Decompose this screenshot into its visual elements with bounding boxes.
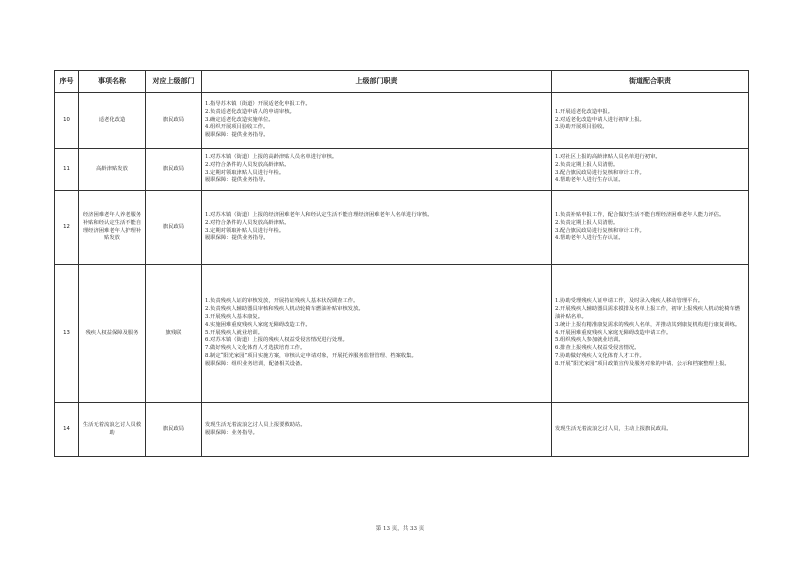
duty-line: 3.开展残疾人基本康复。 <box>205 314 264 320</box>
row-number: 12 <box>55 191 79 265</box>
duty-line: 1.负责残疾人证的审核发放，开展持证残疾人基本状况调查工作。 <box>205 298 359 305</box>
department: 旗民政局 <box>146 191 202 265</box>
superior-duties <box>202 191 552 265</box>
subdistrict-duties <box>552 265 749 403</box>
duty-line: 3.统计上报有精准康复需求的残疾人名单，并推动其到康复机构进行康复训练。 <box>555 321 741 328</box>
item-name: 生活无着流浪乞讨人员救助 <box>79 403 146 457</box>
duty-line: 8.开展“阳光家园”项目政策宣传及服务对象的申请、公示和档案整理上报。 <box>555 360 730 367</box>
subdistrict-duties <box>552 149 749 191</box>
header-row <box>55 71 749 93</box>
table-row <box>55 403 749 457</box>
item-name: 残疾人权益保障及服务 <box>79 265 146 403</box>
duty-line: 1.指导苏木镇（街道）开展适老化申报工作。 <box>205 101 311 107</box>
duty-line: 3.配合旗民政局进行复核和审计工作。 <box>555 227 645 234</box>
department: 旗民政局 <box>146 403 202 457</box>
superior-duties <box>202 149 552 191</box>
duty-line: 4.实施困难重度残疾人家庭无障碍改造工作。 <box>205 321 311 328</box>
duty-line: 6.排查上报残疾人权益受侵害情况。 <box>555 345 640 352</box>
duty-line: 7.协助做好残疾人文化体育人才工作。 <box>555 352 645 359</box>
row-number: 10 <box>55 93 79 149</box>
item-name: 经济困难老年人养老服务补贴和经认定生活不能自理经济困难老年人护理补贴发放 <box>79 191 146 265</box>
table-row <box>55 149 749 191</box>
subdistrict-duties <box>552 403 749 457</box>
duty-line: 1.协助受理残疾人证申请工作，及时录入残疾人移动管理平台。 <box>555 298 704 305</box>
header-subdistrict: 街道配合职责 <box>552 71 749 93</box>
duty-line: 履职保障：提供业务指导。 <box>205 132 269 139</box>
department: 旗民政局 <box>146 93 202 149</box>
duty-line: 3.确定适老化改造实施单位。 <box>205 116 274 123</box>
superior-duties <box>202 265 552 403</box>
superior-duties <box>202 93 552 149</box>
duty-line: 4.开展困难重度残疾人家庭无障碍改造申请工作。 <box>555 329 672 336</box>
table-row <box>55 93 749 149</box>
duty-line: 2.负责适老化改造申请人的申请审核。 <box>205 108 295 115</box>
duty-line: 2.负责残疾人辅助器具审核和残疾人机动轮椅车燃油补贴审核发放。 <box>205 306 364 313</box>
duty-line: 2.负责定期上报人员清册。 <box>555 161 619 168</box>
duty-line: 1.开展适老化改造申报。 <box>555 108 614 115</box>
duty-line: 7.做好残疾人文化体育人才选拔培育工作。 <box>205 345 306 352</box>
duty-line: 发现生活无着流浪乞讨人员上报要救助站。 <box>205 421 306 428</box>
duty-line: 8.制定“阳光家园”项目实施方案，审核认定申请对象，开展托养服务监督管理、档案收集。 <box>205 352 417 359</box>
header-no: 序号 <box>55 71 79 93</box>
duty-line: 5.组织残疾人参加就业培训。 <box>555 337 624 344</box>
duty-line: 3.配合旗民政局进行复核和审计工作。 <box>555 169 645 176</box>
duty-line: 1.对苏木镇（街道）上报的高龄津贴人员名单进行审核。 <box>205 153 338 160</box>
department: 旗残联 <box>146 265 202 403</box>
duty-line: 履职保障：提供业务指导。 <box>205 235 269 242</box>
item-name: 适老化改造 <box>79 93 146 149</box>
header-superior: 上级部门职责 <box>202 71 552 93</box>
row-number: 14 <box>55 403 79 457</box>
duty-line: 1.对社区上报的高龄津贴人员名单进行初审。 <box>555 153 661 160</box>
duty-line: 4.帮助老年人进行生存认证。 <box>555 235 624 242</box>
duty-table <box>54 70 749 457</box>
table-body <box>55 93 749 457</box>
department: 旗民政局 <box>146 149 202 191</box>
item-name: 高龄津贴发放 <box>79 149 146 191</box>
row-number: 13 <box>55 265 79 403</box>
duty-line: 6.对苏木镇（街道）上报的残疾人权益受侵害情况进行处理。 <box>205 337 348 344</box>
duty-line: 2.对适老化改造申请人进行初审上报。 <box>555 116 645 123</box>
duty-line: 1.对苏木镇（街道）上报的经济困难老年人和经认定生活不能自理经济困难老年人名单进行审核。 <box>205 211 433 218</box>
page-footer: 第 13 页，共 33 页 <box>375 526 425 532</box>
duty-line: 2.开展残疾人辅助器具需求摸排及名单上报工作，初审上报残疾人机动轮椅车燃油补贴名单。 <box>555 306 741 320</box>
duty-line: 1.负责补贴申报工作，配合做好生活不能自理经济困难老年人能力评估。 <box>555 211 725 218</box>
duty-line: 5.开展残疾人就业培训。 <box>205 329 264 336</box>
subdistrict-duties <box>552 191 749 265</box>
superior-duties <box>202 403 552 457</box>
duty-line: 履职保障：提供业务指导。 <box>205 177 269 184</box>
table-row <box>55 191 749 265</box>
duty-line: 3.定期对领取补贴人员进行年检。 <box>205 227 285 234</box>
duty-line: 发现生活无着流浪乞讨人员，主动上报旗民政局。 <box>555 425 672 432</box>
duty-line: 4.组织开展项目验收工作。 <box>205 124 269 131</box>
subdistrict-duties <box>552 93 749 149</box>
table-row <box>55 265 749 403</box>
row-number: 11 <box>55 149 79 191</box>
duty-line: 履职保障：组织业务培训，配备相关设备。 <box>205 360 306 367</box>
header-dept: 对应上级部门 <box>146 71 202 93</box>
duty-line: 2.负责定期上报人员清册。 <box>555 219 619 226</box>
duty-line: 履职保障：业务指导。 <box>205 429 258 436</box>
duty-line: 3.协助开展项目验收。 <box>555 124 608 131</box>
duty-line: 3.定期对领取津贴人员进行年检。 <box>205 169 285 176</box>
duty-line: 2.对符合条件的人员发放高龄津贴。 <box>205 161 290 168</box>
duty-line: 2.对符合条件的人员发放高龄津贴。 <box>205 219 290 226</box>
header-name: 事项名称 <box>79 71 146 93</box>
duty-line: 4.帮助老年人进行生存认证。 <box>555 177 624 184</box>
